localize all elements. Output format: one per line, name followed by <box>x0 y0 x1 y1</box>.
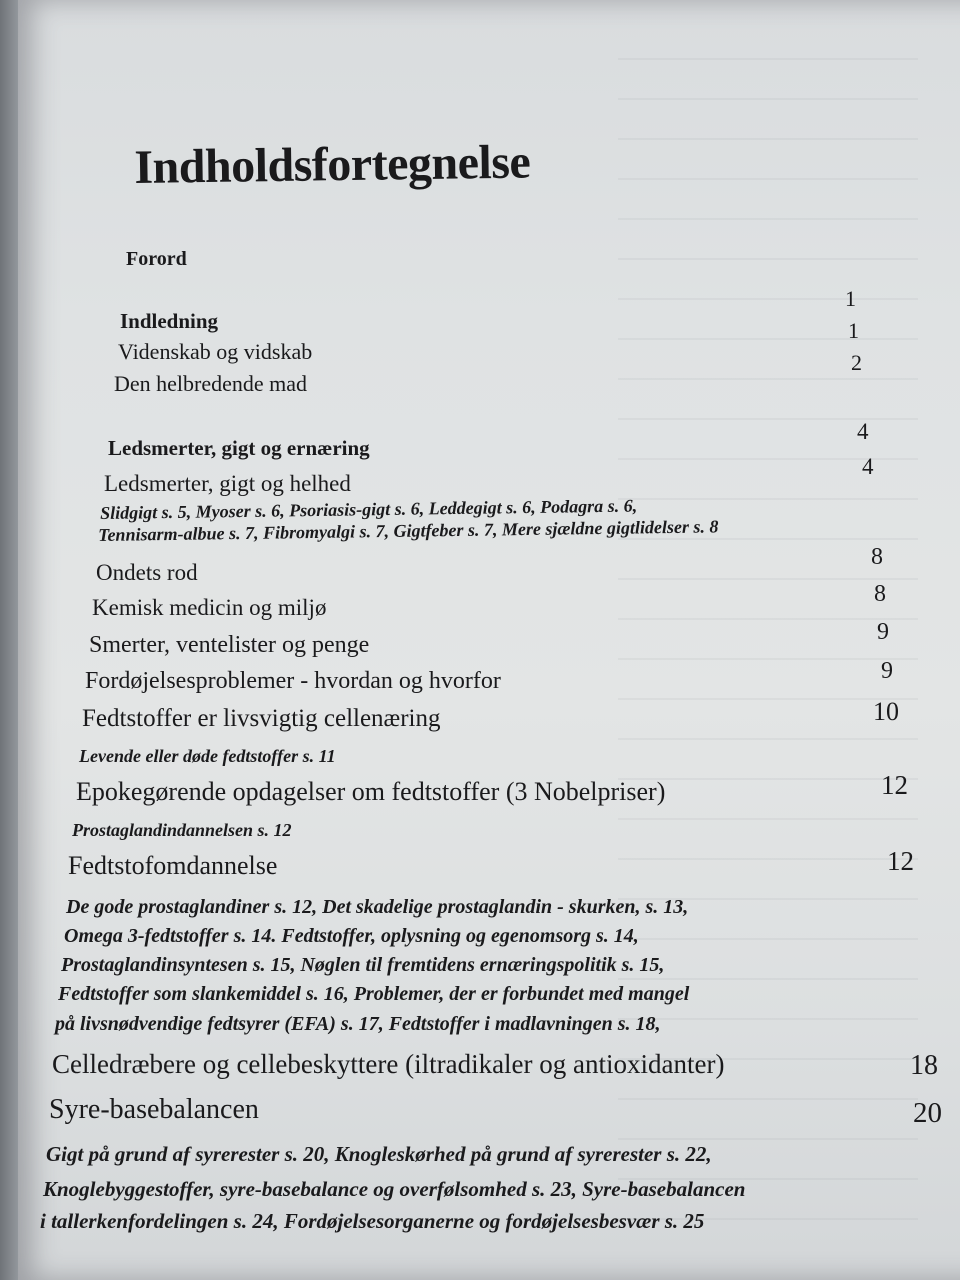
toc-entry-kemisk-medicin: Kemisk medicin og miljø <box>92 595 327 620</box>
toc-subentries-fedt-3: Prostaglandinsyntesen s. 15, Nøglen til fremtidens ernæringspolitik s. 15, <box>61 954 665 976</box>
toc-entry-fordojelse: Fordøjelsesproblemer - hvordan og hvorfor <box>85 668 501 694</box>
toc-entry-indledning: Indledning <box>120 309 219 333</box>
page-title: Indholdsfortegnelse <box>134 135 531 194</box>
toc-entry-epokegorende: Epokegørende opdagelser om fedtstoffer (3 Nobelpriser) <box>76 777 666 806</box>
page-number-ledsmerter: 4 <box>862 454 874 479</box>
page-number-fordojelse: 9 <box>881 658 893 684</box>
toc-entry-smerter: Smerter, ventelister og penge <box>89 632 370 658</box>
toc-entry-ondets-rod: Ondets rod <box>96 560 198 585</box>
toc-subentries-syre-3: i tallerkenfordelingen s. 24, Fordøjelsesorganerne og fordøjelsesbesvær s. 25 <box>40 1209 705 1233</box>
page-number-forord: 1 <box>845 286 856 311</box>
toc-subentry-prostaglandin: Prostaglandindannelsen s. 12 <box>72 820 292 840</box>
toc-entry-fedtstofomdannelse: Fedtstofomdannelse <box>68 851 278 880</box>
toc-subentries-fedt-1: De gode prostaglandiner s. 12, Det skadelige prostaglandin - skurken, s. 13, <box>66 896 689 918</box>
toc-subentries-syre-1: Gigt på grund af syrerester s. 20, Knogleskørhed på grund af syrerester s. 22, <box>46 1142 712 1166</box>
toc-subentries-fedt-4: Fedtstoffer som slankemiddel s. 16, Problemer, der er forbundet med mangel <box>58 983 690 1005</box>
page-number-fedtstofomdannelse: 12 <box>887 846 914 876</box>
page-number-helbredende-mad: 4 <box>857 419 869 444</box>
page-number-indledning: 1 <box>848 318 859 343</box>
toc-entry-videnskab: Videnskab og vidskab <box>118 339 313 364</box>
page-number-celledraebere: 18 <box>910 1050 938 1081</box>
toc-entry-forord: Forord <box>126 248 187 270</box>
toc-subentries-gigt-1: Slidgigt s. 5, Myoser s. 6, Psoriasis-gigt s. 6, Leddegigt s. 6, Podagra s. 6, <box>100 495 638 523</box>
page-number-kemisk-medicin: 8 <box>874 581 886 607</box>
toc-entry-syre-base: Syre-basebalancen <box>49 1094 259 1125</box>
page-number-syre-base: 20 <box>913 1097 942 1129</box>
toc-entry-fedtstoffer-livsvigtig: Fedtstoffer er livsvigtig cellenæring <box>82 705 441 732</box>
toc-subentries-fedt-2: Omega 3-fedtstoffer s. 14. Fedtstoffer, oplysning og egenomsorg s. 14, <box>64 925 639 947</box>
toc-subentries-gigt-2: Tennisarm-albue s. 7, Fibromyalgi s. 7, Gigtfeber s. 7, Mere sjældne gigtlidelser s. 8 <box>98 516 719 545</box>
toc-subentries-fedt-5: på livsnødvendige fedtsyrer (EFA) s. 17, Fedtstoffer i madlavningen s. 18, <box>55 1013 661 1035</box>
toc-subentry-levende: Levende eller døde fedtstoffer s. 11 <box>79 746 336 766</box>
toc-entry-ledsmerter-ernaering: Ledsmerter, gigt og ernæring <box>108 436 370 460</box>
page-number-videnskab: 2 <box>851 350 862 375</box>
toc-entry-helbredende-mad: Den helbredende mad <box>114 371 308 396</box>
page-number-smerter: 9 <box>877 619 889 645</box>
toc-subentries-syre-2: Knoglebyggestoffer, syre-basebalance og overfølsomhed s. 23, Syre-basebalancen <box>43 1177 746 1201</box>
toc-entry-celledraebere: Celledræbere og cellebeskyttere (iltradikaler og antioxidanter) <box>52 1049 725 1079</box>
page-number-epokegorende: 12 <box>881 770 908 800</box>
toc-entry-ledsmerter-helhed: Ledsmerter, gigt og helhed <box>104 471 351 496</box>
page-number-fedtstoffer: 10 <box>873 697 899 726</box>
page-number-ondets-rod: 8 <box>871 544 883 570</box>
